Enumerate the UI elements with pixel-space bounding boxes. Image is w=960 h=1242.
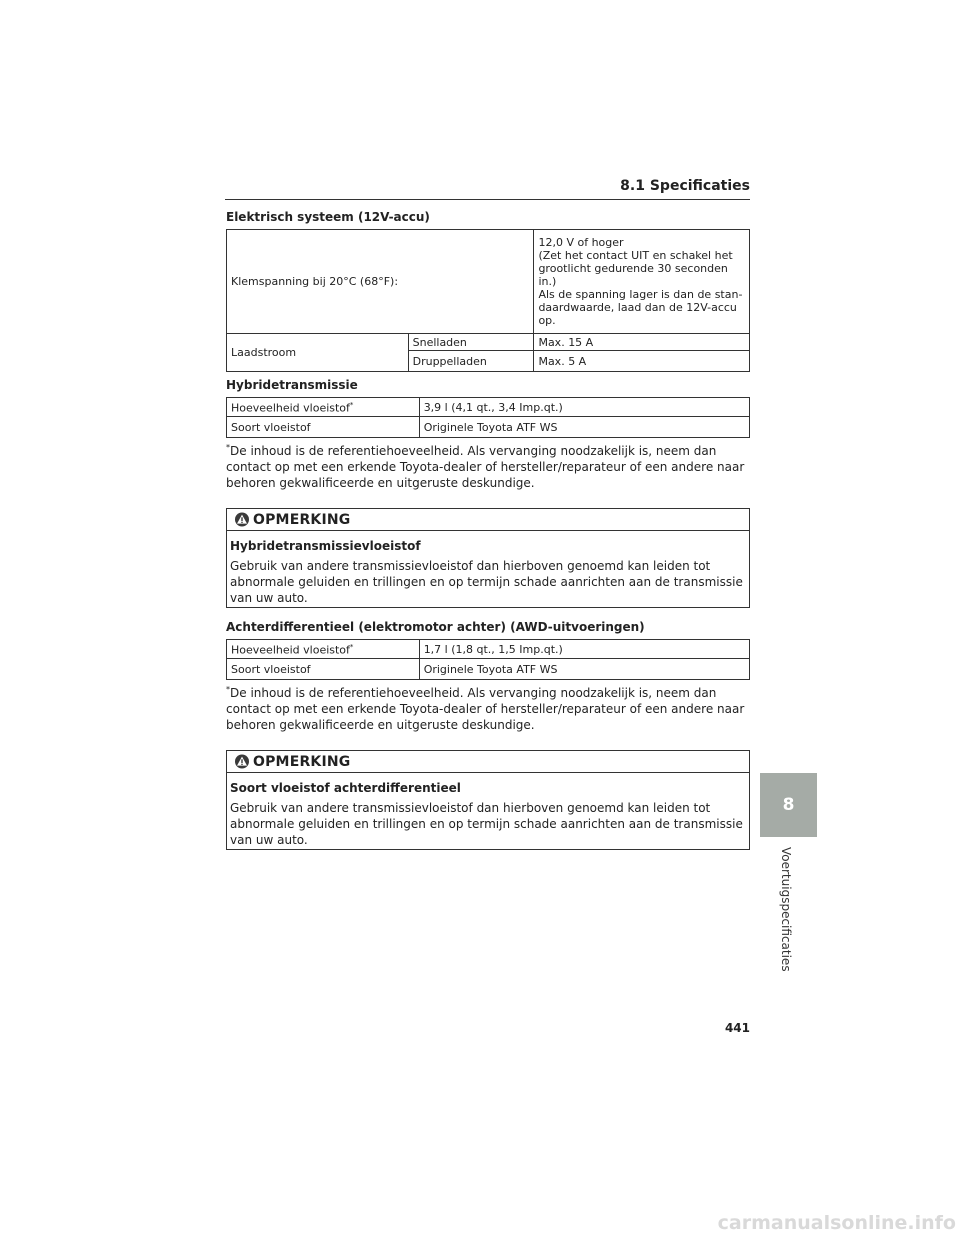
notice-body — [227, 773, 749, 853]
footnote-rear — [226, 685, 750, 733]
footnote-text: De inhoud is de referentiehoeveelheid. Als vervanging noodzakelijk is, neem dan contact op met een erkende Toyota-dealer of hersteller/reparateur of een andere naar behoren gekwalificeerde en uitgeruste deskundige. — [226, 686, 745, 732]
voltage-value-cell — [534, 230, 750, 334]
notice-subtitle: Soort vloeistof achterdifferentieel — [230, 781, 461, 795]
rear-type-value: Originele Toyota ATF WS — [419, 659, 749, 680]
notice-header — [227, 751, 749, 773]
notice-body — [227, 531, 749, 611]
notice-box — [226, 750, 750, 850]
voltage-value: 12,0 V of hoger — [538, 236, 624, 249]
hybrid-qty-label-cell — [227, 398, 420, 417]
hybrid-type-label: Soort vloeistof — [227, 417, 420, 438]
electrical-table — [226, 229, 750, 372]
notice-text: Gebruik van andere transmissievloeistof dan hierboven genoemd kan leiden tot abnormale geluiden en trillingen en op termijn schade aanrichten aan de transmissie van uw auto. — [230, 801, 743, 847]
hybrid-qty-label: Hoeveelheid vloeistof — [231, 401, 350, 415]
voltage-label: Klemspanning bij 20°C (68°F): — [227, 230, 534, 334]
table-row — [227, 398, 750, 417]
notice-label: OPMERKING — [253, 511, 351, 528]
table-row — [227, 334, 750, 351]
notice-subtitle: Hybridetransmissievloeistof — [230, 539, 421, 553]
rear-qty-label: Hoeveelheid vloeistof — [231, 643, 350, 657]
fast-label: Snelladen — [408, 334, 534, 351]
header-divider — [225, 199, 750, 200]
table-row — [227, 659, 750, 680]
footnote-hybrid — [226, 443, 750, 491]
notice-text: Gebruik van andere transmissievloeistof dan hierboven genoemd kan leiden tot abnormale geluiden en trillingen en op termijn schade aanrichten aan de transmissie van uw auto. — [230, 559, 743, 605]
charge-label: Laadstroom — [227, 334, 409, 372]
footnote-text: De inhoud is de referentiehoeveelheid. Als vervanging noodzakelijk is, neem dan contact op met een erkende Toyota-dealer of hersteller/reparateur of een andere naar behoren gekwalificeerde en uitgeruste deskundige. — [226, 444, 745, 490]
voltage-note-2: Als de spanning lager is dan de stan-daardwaarde, laad dan de 12V-accu op. — [538, 288, 743, 327]
trickle-value: Max. 5 A — [534, 351, 750, 372]
fast-value: Max. 15 A — [534, 334, 750, 351]
hybrid-type-value: Originele Toyota ATF WS — [419, 417, 749, 438]
table-row — [227, 640, 750, 659]
trickle-label: Druppelladen — [408, 351, 534, 372]
rear-qty-value: 1,7 l (1,8 qt., 1,5 Imp.qt.) — [419, 640, 749, 659]
warning-icon — [234, 754, 250, 769]
rear-qty-label-cell — [227, 640, 420, 659]
hybrid-qty-value: 3,9 l (4,1 qt., 3,4 Imp.qt.) — [419, 398, 749, 417]
notice-header — [227, 509, 749, 531]
chapter-title: Voertuigspecificaties — [779, 847, 793, 972]
footnote-marker: * — [226, 443, 230, 452]
section-heading: 8.1 Specificaties — [620, 178, 750, 194]
notice-box — [226, 508, 750, 608]
electrical-title: Elektrisch systeem (12V-accu) — [226, 210, 430, 224]
hybrid-table — [226, 397, 750, 438]
notice-label: OPMERKING — [253, 753, 351, 770]
table-row — [227, 230, 750, 334]
rear-title: Achterdifferentieel (elektromotor achter) (AWD-uitvoeringen) — [226, 620, 645, 634]
footnote-marker: * — [226, 685, 230, 694]
watermark: carmanualsonline.info — [717, 1212, 956, 1234]
chapter-tab — [760, 773, 817, 837]
footnote-marker: * — [349, 643, 354, 652]
footnote-marker: * — [349, 401, 354, 410]
table-row — [227, 417, 750, 438]
chapter-number: 8 — [782, 795, 795, 815]
warning-icon — [234, 512, 250, 527]
voltage-note-1: (Zet het contact UIT en schakel het grootlicht gedurende 30 seconden in.) — [538, 249, 733, 288]
hybrid-title: Hybridetransmissie — [226, 378, 358, 392]
rear-table — [226, 639, 750, 680]
rear-type-label: Soort vloeistof — [227, 659, 420, 680]
page-number: 441 — [724, 1021, 750, 1035]
